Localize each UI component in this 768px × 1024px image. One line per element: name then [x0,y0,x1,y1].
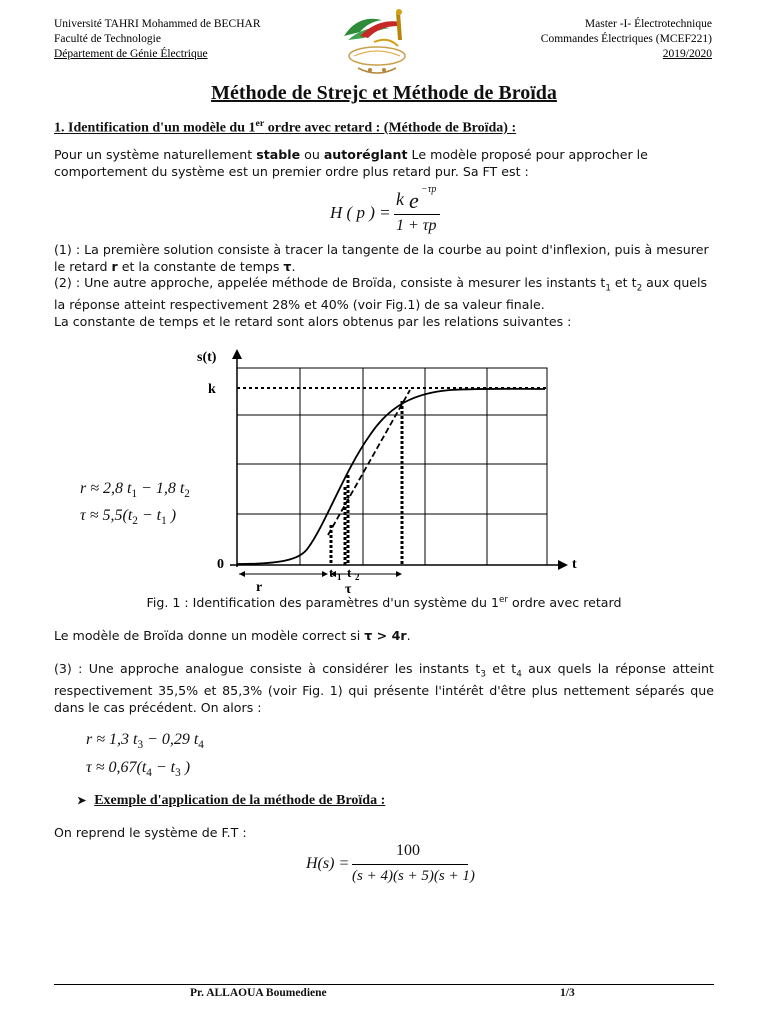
formula-hs-bar [352,864,468,865]
intro-text-c: ou [300,147,324,162]
t1-sub: 1 [337,572,342,582]
y-axis-arrow [232,349,242,359]
page-title [0,82,768,105]
methods-l2b: et t [610,275,637,290]
analog-c: aux quels la réponse atteint respectivement 35,5% et 85,3% (voir Fig. 1) qui présente l'intérêt d'être plus nettement séparés que dans le cas précédent. On alors : [54,661,714,715]
methods-l2c: aux quels la réponse atteint respectivement 28% et 40% (voir Fig.1) de sa valeur finale. [54,275,708,313]
university-logo [338,6,416,78]
example-title: Exemple d'application de la méthode de Broïda : [94,793,386,808]
figure-1-caption [0,595,768,610]
paragraph-methods [54,242,714,330]
rel1-t-sub2: 2 [132,515,138,528]
rel2-t: τ ≈ 0,67(t [86,759,147,776]
rel2-r-sub4: 4 [198,739,204,752]
section-1-heading [54,118,516,137]
methods-l1c: . [291,258,296,274]
methods-l1a: (1) : La première solution consiste à tracer la tangente de la courbe au point d'inflexion, puis à mesurer le retard [54,242,709,274]
rel1-t-close: ) [166,507,177,524]
rel2-r-sub3: 3 [137,739,144,752]
validity-a: Le modèle de Broïda donne un modèle correct si [54,628,365,643]
faculty-name: Faculté de Technologie [54,33,161,45]
footer-author: Pr. ALLAOUA Boumediene [190,987,327,999]
paragraph-example-intro: On reprend le système de F.T : [54,825,247,840]
intro-text-a: Pour un système naturellement [54,147,257,162]
t2-label: t [347,565,352,580]
origin-label: 0 [217,557,224,572]
r-label: r [256,580,263,595]
caption-sup: er [498,595,509,605]
analog-sub3: 3 [480,669,486,680]
section-1-heading-sup: er [255,118,265,129]
intro-text-d: Le modèle proposé pour approcher le comportement du système est un premier ordre plus retard pur. Sa FT est : [54,147,648,179]
program-name: Master -I- Électrotechnique [584,18,712,30]
methods-sub2: 2 [636,283,643,294]
methods-l3: La constante de temps et le retard sont alors obtenus par les relations suivantes : [54,313,572,329]
rel2-t-close: ) [180,759,191,776]
relation-tau-t3t4 [86,759,190,779]
footer-page-number: 1/3 [560,987,575,999]
bullet-arrow-icon: ➤ [77,795,87,807]
formula-hs-den: (s + 4)(s + 5)(s + 1) [352,868,475,884]
methods-l1b: et la constante de temps [117,258,284,274]
figure-grid [237,368,547,565]
rel1-r-mid: − 1,8 t [137,480,185,497]
department-name: Département de Génie Électrique [54,48,208,60]
formula-hs-num: 100 [396,842,420,859]
header-left [54,17,260,62]
relation-r-broida [80,480,190,500]
intro-bold-stable: stable [256,147,301,162]
rel1-r-sub2: 2 [184,488,190,501]
paragraph-broida-validity [54,628,714,645]
inflexion-tangent [328,390,410,535]
analog-a: (3) : Une approche analogue consiste à considérer les instants t [54,661,481,676]
figure-1-broida-graph [190,345,590,600]
rel1-t: τ ≈ 5,5(t [80,507,133,524]
formula-h-num: k [396,189,404,209]
relation-r-t3t4 [86,731,204,751]
formula-h-den: 1 + τp [396,217,437,234]
rel1-r: r ≈ 2,8 t [80,480,132,497]
rel1-r-sub1: 1 [131,488,138,501]
academic-year: 2019/2020 [662,48,712,60]
paragraph-analogous-approach [54,661,714,716]
tau-label: τ [345,582,352,597]
methods-r: r [111,258,118,274]
rel2-r-mid: − 0,29 t [143,731,199,748]
t1-label: t [329,565,334,580]
intro-bold-autoreglant: autoréglant [323,147,408,162]
formula-h-exp: −τp [421,184,437,195]
rel2-t-sub3: 3 [175,767,181,780]
course-name: Commandes Électriques (MCEF221) [540,33,712,45]
analog-sub4: 4 [516,669,522,680]
x-axis-label: t [572,557,577,572]
caption-a: Fig. 1 : Identification des paramètres d'un système du 1 [146,595,499,611]
r-arrow-right [322,571,328,577]
t2-sub: 2 [355,572,360,582]
example-heading [77,793,385,809]
analog-b: et t [485,661,517,676]
rel2-r: r ≈ 1,3 t [86,731,138,748]
formula-transfer-function: H ( p ) = k e −τp 1 + τp [330,186,470,242]
methods-sub1: 1 [605,283,611,294]
page-title-text: Méthode de Strejc et Méthode de Broïda [211,82,557,104]
rel2-t-sub4: 4 [146,767,152,780]
paragraph-intro [54,147,714,180]
rel1-t-sub1: 1 [161,515,167,528]
rel1-t-mid: − t [137,507,162,524]
formula-h-lhs: H ( p ) = [330,203,391,222]
formula-h-bar [394,214,440,215]
formula-hs-lhs: H(s) = [306,855,350,872]
validity-condition: τ > 4r [364,628,407,643]
rel2-t-mid: − t [151,759,176,776]
header-right [541,17,712,62]
formula-example-tf [306,842,476,890]
validity-c: . [406,628,411,643]
methods-l2a: (2) : Une autre approche, appelée méthode de Broïda, consiste à mesurer les instants t [54,275,606,290]
methods-tau: τ [283,258,292,274]
section-1-heading-a: 1. Identification d'un modèle du 1 [54,120,256,136]
r-arrow-left [239,571,245,577]
k-label: k [208,382,216,397]
footer-divider [54,984,714,985]
section-1-heading-b: ordre avec retard : (Méthode de Broïda) : [264,120,517,136]
university-name: Université TAHRI Mohammed de BECHAR [54,18,261,30]
caption-b: ordre avec retard [508,595,622,611]
x-axis-arrow [558,560,568,570]
relation-tau-broida [80,507,176,527]
y-axis-label: s(t) [197,350,217,365]
tau-arrow-right [396,571,402,577]
